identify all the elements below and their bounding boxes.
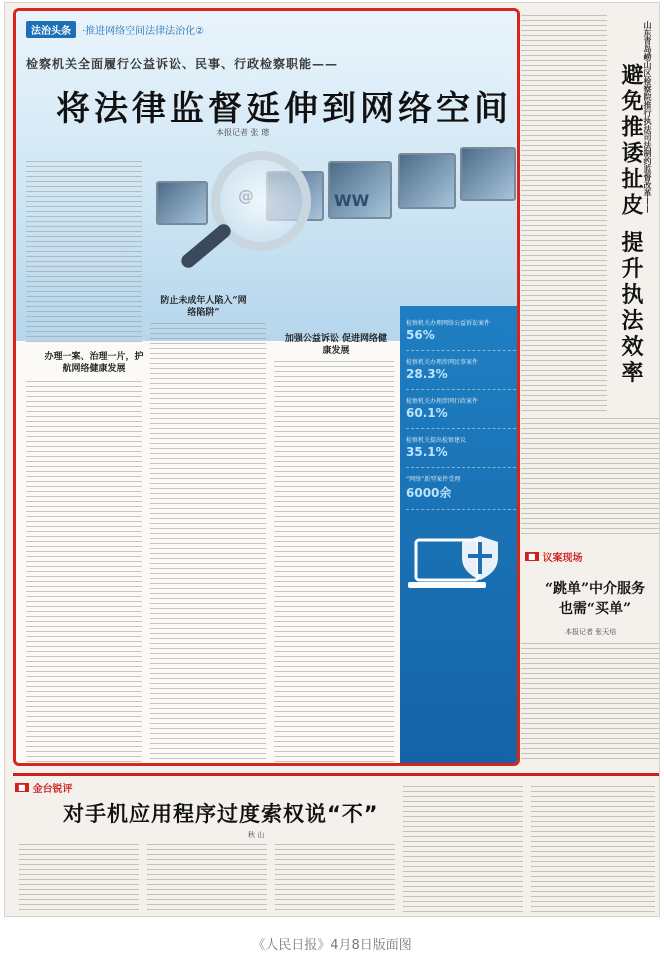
info-label: “网络”新型案件受理 xyxy=(406,476,461,483)
info-value: 60.1% xyxy=(406,406,448,420)
section-tag xyxy=(26,21,204,38)
right-text-column xyxy=(521,418,659,538)
sub-heading: 加强公益诉讼 促进网络健康发展 xyxy=(284,334,388,356)
side-headline-line-1: “跳单”中介服务 xyxy=(544,581,646,597)
info-value: 28.3% xyxy=(406,367,448,381)
sub-heading: 办理一案、治理一片，护航网络健康发展 xyxy=(44,352,144,374)
headline-line-1: 避免推诿扯皮 xyxy=(618,63,644,219)
commentary-text-column xyxy=(275,844,395,912)
monitor-graphic xyxy=(156,181,208,225)
commentary-tag-label: 金台锐评 xyxy=(32,784,73,795)
monitor-graphic xyxy=(460,147,516,201)
section-series: ·推进网络空间法律法治化② xyxy=(82,26,205,37)
side-headline-line-2: 也需“买单” xyxy=(558,601,632,617)
article-text-column xyxy=(26,161,142,343)
commentary-text-column xyxy=(147,844,267,912)
statistics-infographic xyxy=(400,306,520,766)
article-text-column xyxy=(274,361,394,763)
shield-laptop-icon xyxy=(406,528,506,598)
commentary-text-column xyxy=(403,786,523,912)
info-label: 检察机关办理网络公益诉讼案件 xyxy=(406,320,491,327)
side-section-tag xyxy=(525,549,583,564)
info-value: 56% xyxy=(406,328,435,342)
monitor-graphic xyxy=(398,153,456,209)
article-text-column xyxy=(26,381,142,763)
commentary-text-column xyxy=(19,844,139,912)
info-item xyxy=(406,351,516,390)
www-graphic: WW xyxy=(334,191,370,210)
article-headline: 将法律监督延伸到网络空间 xyxy=(56,89,512,129)
right-article-headline xyxy=(616,63,646,387)
article-text-column xyxy=(150,323,266,763)
info-label: 检察机关提出检察建议 xyxy=(406,437,467,444)
image-caption: 《人民日报》4月8日版面图 xyxy=(252,938,412,953)
commentary-tag xyxy=(15,780,73,795)
side-tag-label: 议案现场 xyxy=(542,553,583,564)
info-label: 检察机关办理涉网民事案件 xyxy=(406,359,479,366)
side-article-byline: 本报记者 张天培 xyxy=(565,628,617,636)
headline-line-2: 提升执法效率 xyxy=(618,230,644,387)
right-text-column xyxy=(521,15,607,415)
side-text-column xyxy=(521,643,659,763)
commentary-headline: 对手机应用程序过度索权说“不” xyxy=(63,802,379,826)
monitor-graphic xyxy=(328,161,392,219)
info-value: 6000余 xyxy=(406,486,452,500)
article-kicker: 检察机关全面履行公益诉讼、民事、行政检察职能—— xyxy=(26,57,339,71)
right-article-kicker: 山东青岛崂山区检察院推行执法司法制约监督改革—— xyxy=(643,21,653,213)
section-tag-label: 法治头条 xyxy=(26,21,76,38)
newspaper-page xyxy=(4,2,660,917)
commentary-tag-mark: ■ xyxy=(15,783,29,792)
info-item xyxy=(406,468,516,510)
commentary-text-column xyxy=(531,786,655,912)
info-item xyxy=(406,390,516,429)
magnifier-handle xyxy=(179,221,234,270)
side-article-headline xyxy=(530,579,660,619)
info-item xyxy=(406,429,516,468)
info-label: 检察机关办理涉网行政案件 xyxy=(406,398,479,405)
highlighted-feature-article[interactable] xyxy=(13,8,520,766)
side-tag-mark: ■ xyxy=(525,552,539,561)
commentary-article[interactable] xyxy=(13,773,660,913)
commentary-author: 秋 山 xyxy=(248,831,265,839)
article-byline: 本报记者 张 璁 xyxy=(216,128,270,137)
info-value: 35.1% xyxy=(406,445,448,459)
sub-heading: 防止未成年人陷入“网络陷阱” xyxy=(160,296,247,318)
info-item xyxy=(406,312,516,351)
